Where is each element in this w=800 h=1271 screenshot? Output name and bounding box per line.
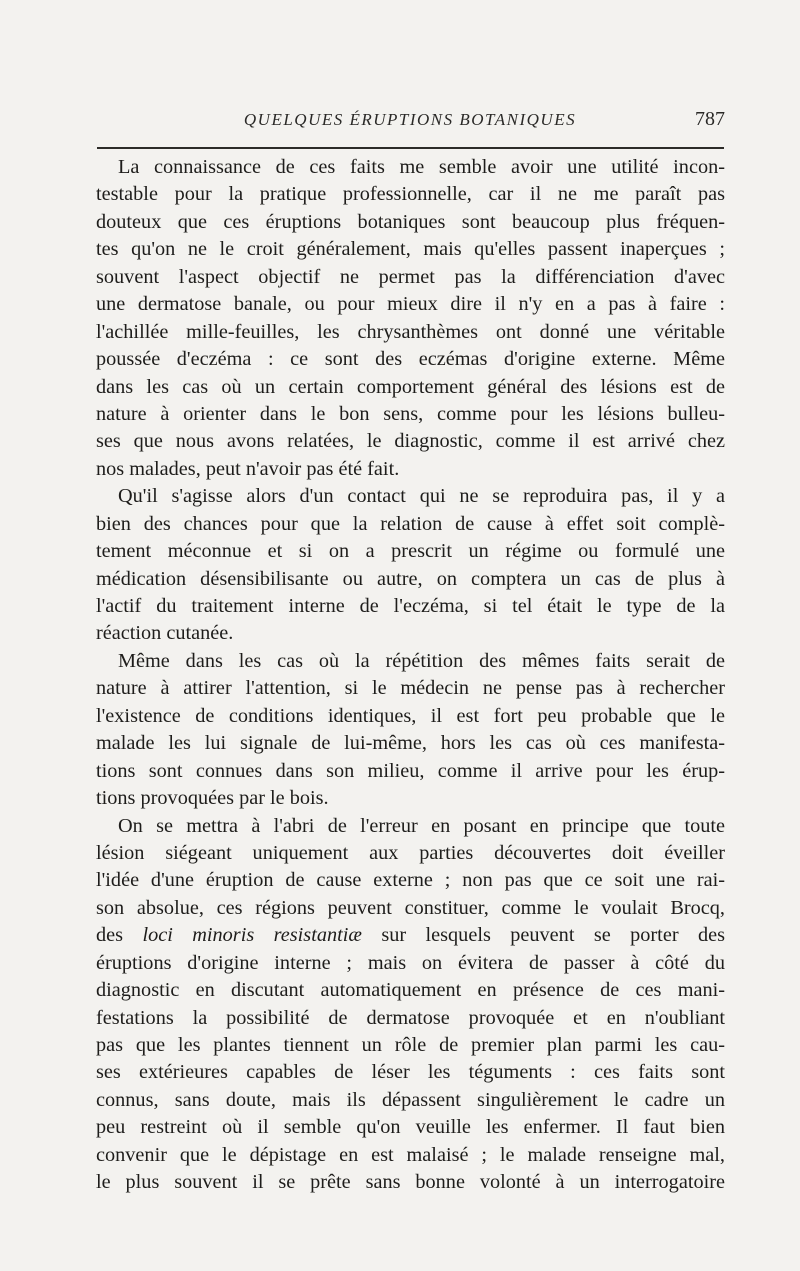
text-line: l'achillée mille-feuilles, les chrysanthèmes ont donné une véritable [96, 320, 725, 343]
text-line: dans les cas où un certain comportement général des lésions est de [96, 375, 725, 398]
text-line: malade les lui signale de lui-même, hors les cas où ces manifesta- [96, 732, 725, 755]
text-line [96, 922, 725, 949]
body-text [96, 154, 725, 1197]
text-line: l'actif du traitement interne de l'eczéma, si tel était le type de la [96, 595, 725, 617]
text-line: festations la possibilité de dermatose provoquée et en n'oubliant [96, 1006, 725, 1029]
page-header [95, 110, 725, 140]
header-rule [97, 147, 724, 149]
text-line: tions sont connues dans son milieu, comme il arrive pour les érup- [96, 759, 725, 782]
text-line: nature à attirer l'attention, si le médecin ne pense pas à rechercher [96, 677, 725, 700]
text-line: médication désensibilisante ou autre, on comptera un cas de plus à [96, 567, 725, 590]
text-line: testable pour la pratique professionnelle, car il ne me paraît pas [96, 183, 725, 206]
text-line: tement méconnue et si on a prescrit un régime ou formulé une [96, 540, 725, 563]
latin-phrase: loci minoris resistantiæ [142, 924, 362, 947]
text-line: éruptions d'origine interne ; mais on évitera de passer à côté du [96, 951, 725, 974]
text-line: réaction cutanée. [96, 622, 234, 645]
text-line: convenir que le dépistage en est malaisé ; le malade renseigne mal, [96, 1143, 725, 1166]
text-line: diagnostic en discutant automatiquement en présence de ces mani- [96, 979, 725, 1002]
text-line: nature à orienter dans le bon sens, comme pour les lésions bulleu- [96, 402, 725, 425]
text-fragment: des [96, 924, 143, 947]
text-line: l'idée d'une éruption de cause externe ; non pas que ce soit une rai- [96, 869, 725, 892]
text-line: La connaissance de ces faits me semble avoir une utilité incon- [118, 156, 725, 178]
text-line: tes qu'on ne le croit généralement, mais qu'elles passent inaperçues ; [96, 238, 725, 261]
text-line: douteux que ces éruptions botaniques sont beaucoup plus fréquen- [96, 210, 725, 233]
text-line: Même dans les cas où la répétition des mêmes faits serait de [118, 649, 725, 672]
text-line: poussée d'eczéma : ce sont des eczémas d'origine externe. Même [96, 348, 725, 371]
text-line: ses extérieures capables de léser les téguments : ces faits sont [96, 1061, 725, 1084]
text-line: Qu'il s'agisse alors d'un contact qui ne se reproduira pas, il y a [118, 485, 725, 508]
text-fragment: sur lesquels peuvent se porter des [361, 924, 726, 947]
running-title: QUELQUES ÉRUPTIONS BOTANIQUES [243, 110, 577, 129]
text-line: souvent l'aspect objectif ne permet pas la différenciation d'avec [96, 265, 725, 288]
text-line: peu restreint où il semble qu'on veuille les enfermer. Il faut bien [96, 1116, 725, 1139]
text-line: une dermatose banale, ou pour mieux dire il n'y en a pas à faire : [96, 293, 725, 316]
page-number: 787 [695, 108, 725, 130]
text-line: le plus souvent il se prête sans bonne volonté à un interrogatoire [96, 1171, 725, 1194]
text-line: lésion siégeant uniquement aux parties découvertes doit éveiller [96, 841, 725, 864]
text-line: tions provoquées par le bois. [96, 787, 329, 810]
text-line: bien des chances pour que la relation de cause à effet soit complè- [96, 512, 725, 535]
text-line: pas que les plantes tiennent un rôle de premier plan parmi les cau- [96, 1034, 725, 1056]
text-line: On se mettra à l'abri de l'erreur en posant en principe que toute [118, 814, 725, 837]
text-line: nos malades, peut n'avoir pas été fait. [96, 457, 400, 480]
text-line: l'existence de conditions identiques, il est fort peu probable que le [96, 704, 725, 727]
text-line: ses que nous avons relatées, le diagnostic, comme il est arrivé chez [96, 430, 725, 453]
text-line: son absolue, ces régions peuvent constituer, comme le voulait Brocq, [96, 896, 725, 919]
text-line: connus, sans doute, mais ils dépassent singulièrement le cadre un [96, 1088, 725, 1111]
